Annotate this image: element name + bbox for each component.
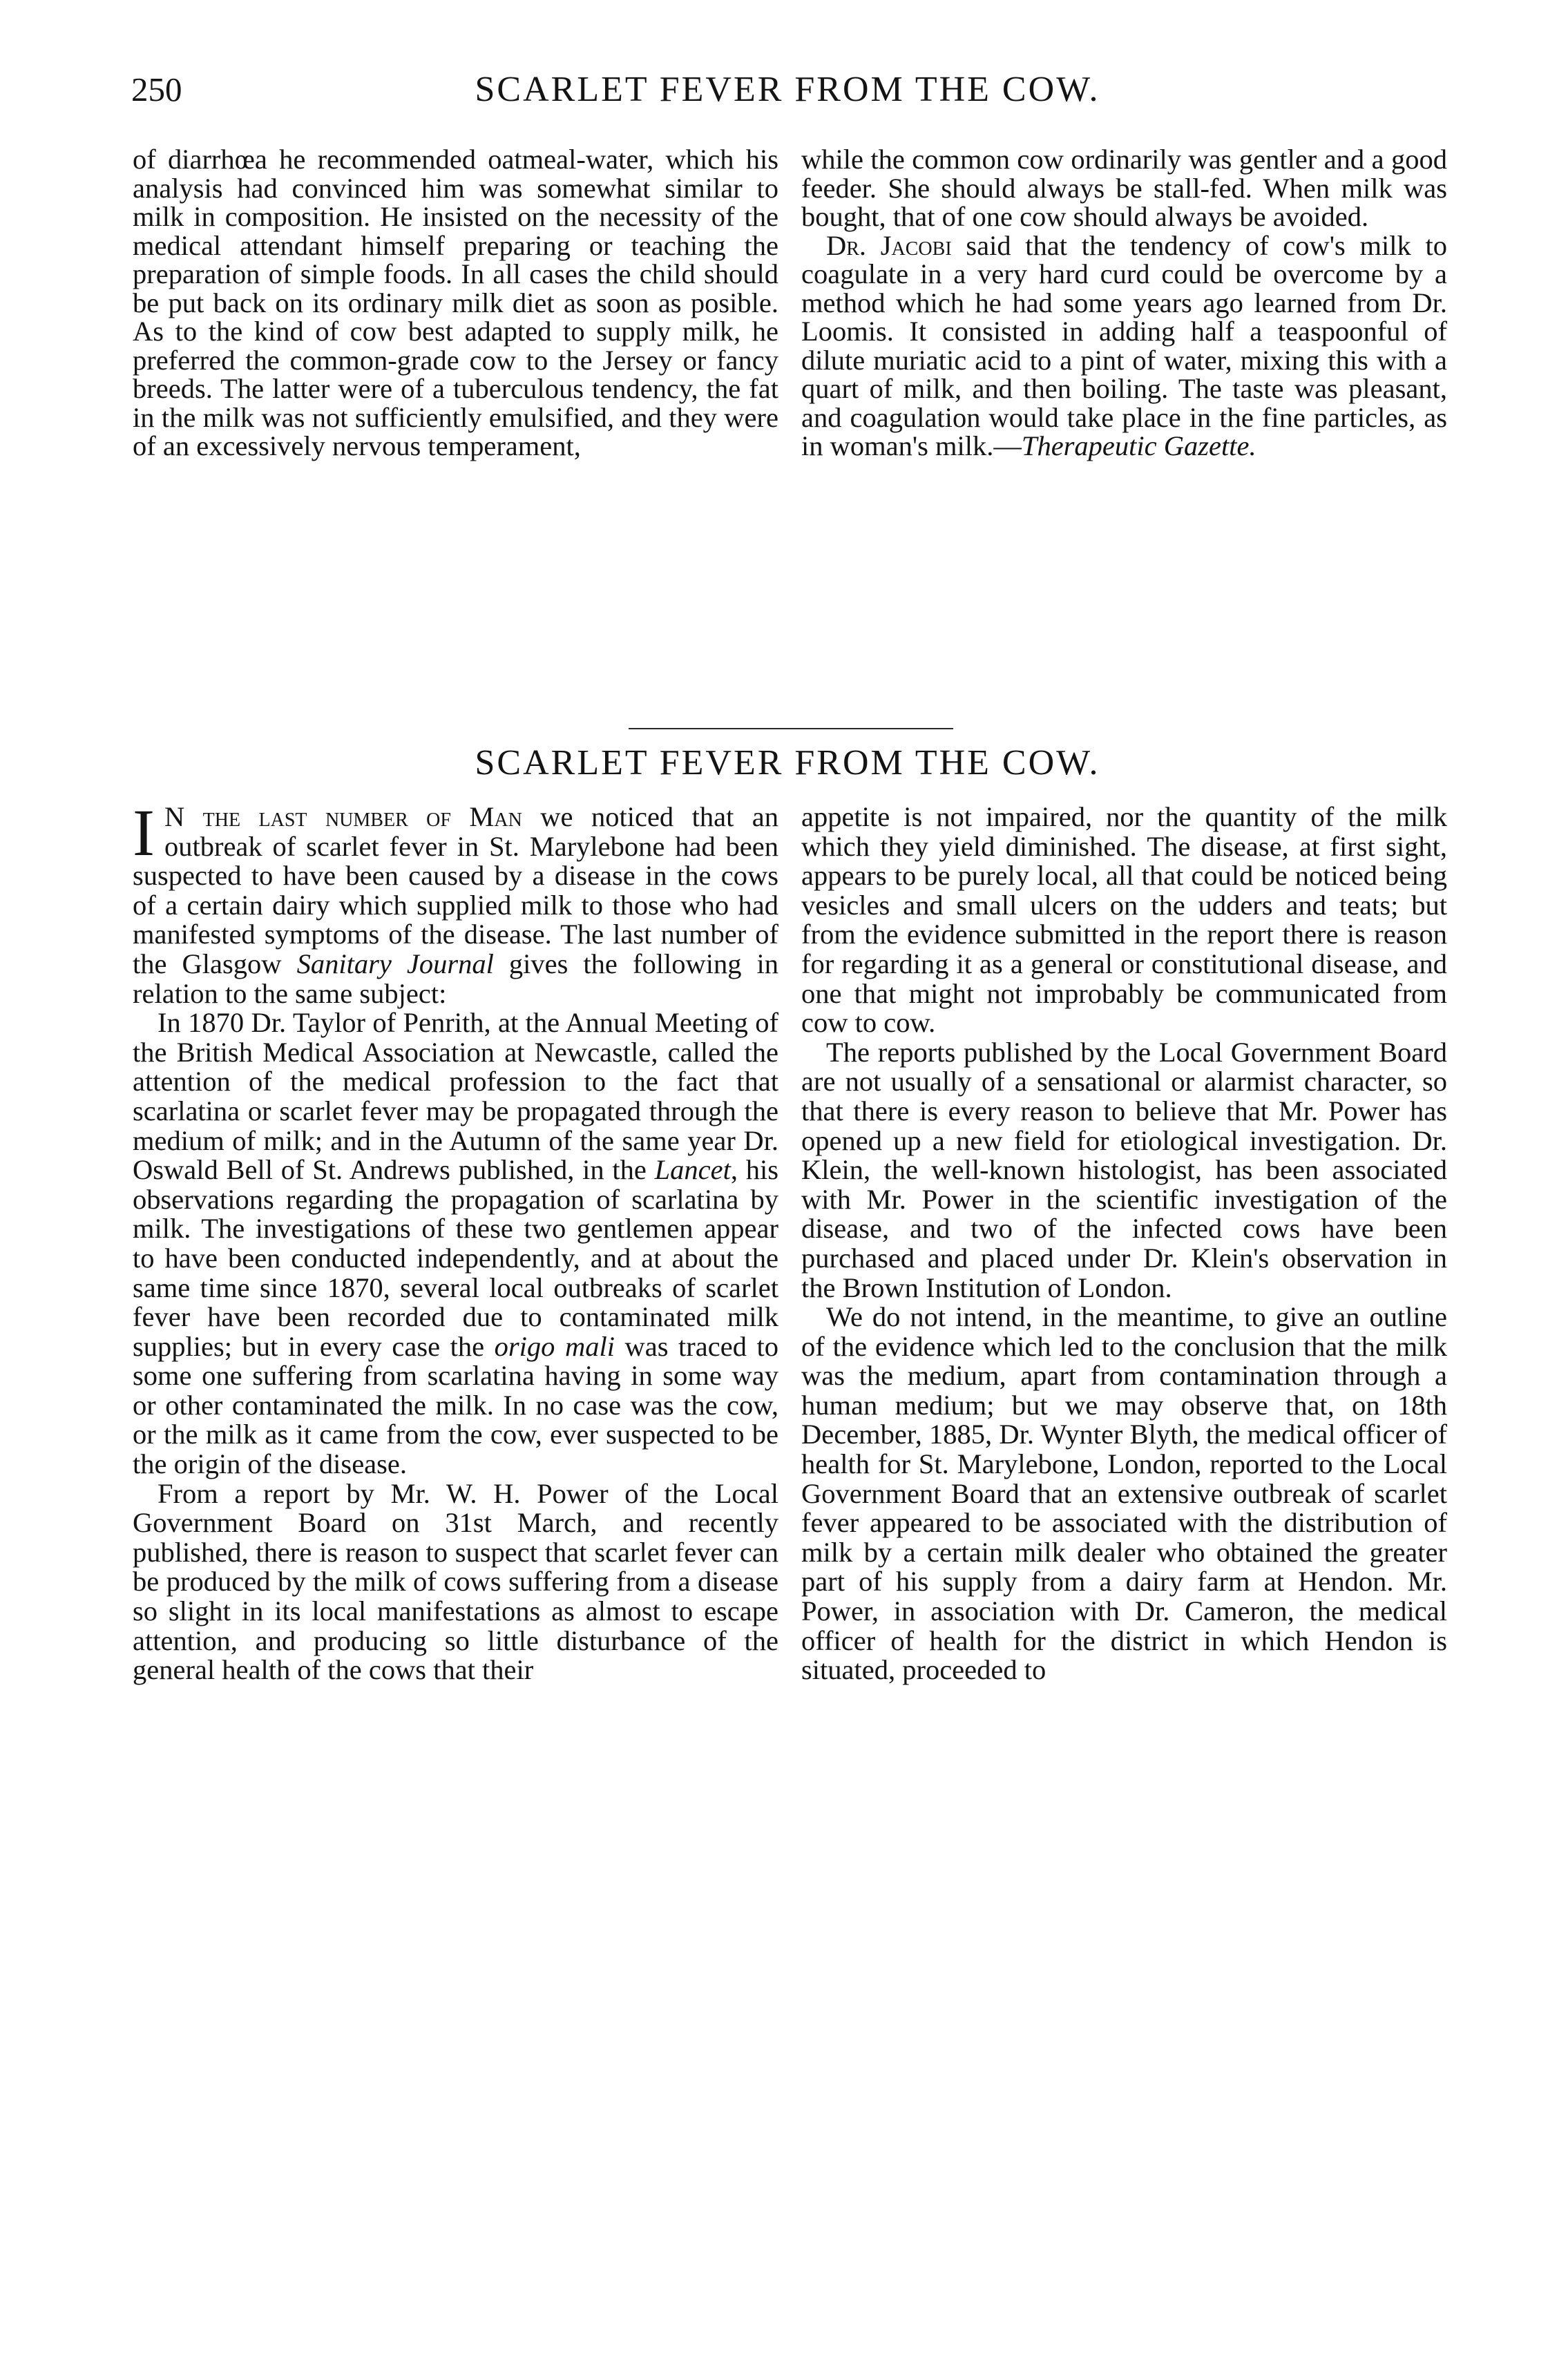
previous-article-left-column (133, 145, 778, 461)
article-title: SCARLET FEVER FROM THE COW. (475, 743, 1100, 783)
previous-article-right-column (801, 145, 1447, 461)
paragraph-text: we noticed that an outbreak of scarlet fever in St. Marylebone had been suspected to have been caused by a disease in the cows of a certain dairy which supplied milk to those who had manifested symptoms of the disease. The last number of the Glasgow (133, 801, 779, 979)
journal-name-man: Man (469, 801, 522, 832)
latin-phrase: origo mali (494, 1330, 615, 1362)
article-paragraph (133, 1008, 778, 1479)
article-paragraph (133, 796, 779, 1009)
article-paragraph: We do not intend, in the meantime, to give an outline of the evidence which led to the conclusion that the milk was the medium, apart from contamination through a human medium; but we may observe that, on 18th December, 1885, Dr. Wynter Blyth, the medical officer of health for St. Marylebone, London, reported to the Local Government Board that an extensive outbreak of scarlet fever appeared to be associated with the distribution of milk by a certain milk dealer who obtained the greater part of his supply from a dairy farm at Hendon. Mr. Power, in association with Dr. Cameron, the medical officer of health for the district in which Hendon is situated, proceeded to (801, 1301, 1447, 1686)
journal-name: Sanitary Journal (296, 948, 494, 979)
paragraph-text: was traced to some one suffering from scarlatina having in some way or other contaminated the milk. In no case was the cow, or the milk as it came from the cow, ever suspected to be the origin of the disease. (133, 1330, 778, 1480)
previous-article-paragraph: of diarrhœa he recommended oatmeal-water, which his analysis had convinced him was somewhat similar to milk in composition. He insisted on the necessity of the medical attendant himself preparing or teaching the preparation of simple foods. In all cases the child should be put back on its ordinary milk diet as soon as posible. As to the kind of cow best adapted to supply milk, he preferred the common-grade cow to the Jersey or fancy breeds. The latter were of a tuberculous tendency, the fat in the milk was not sufficiently emulsified, and they were of an excessively nervous temperament, (133, 144, 778, 461)
previous-article-paragraph (801, 231, 1447, 461)
section-divider (629, 728, 953, 729)
article-paragraph: The reports published by the Local Government Board are not usually of a sensational or alarmist character, so that there is every reason to believe that Mr. Power has opened up a new field for etiological investigation. Dr. Klein, the well-known histologist, has been associated with Mr. Power in the scientific investigation of the disease, and two of the infected cows have been purchased and placed under Dr. Klein's observation in the Brown Institution of London. (801, 1036, 1447, 1303)
source-citation: Therapeutic Gazette. (1021, 430, 1256, 461)
running-head: SCARLET FEVER FROM THE COW. (475, 70, 1100, 109)
paragraph-text: , his observations regarding the propagation of scarlatina by milk. The investigations of these two gentlemen appear to have been conducted independently, and at about the same time since 1870, several local outbreaks of scarlet fever have been recorded due to contaminated milk supplies; but in every case the (133, 1154, 779, 1362)
paragraph-text: N the last number of (164, 801, 470, 832)
paragraph-text: gives the following in relation to the same subject: (133, 948, 778, 1009)
speaker-name: Dr. Jacobi (826, 229, 952, 261)
paragraph-text: said that the tendency of cow's milk to coagulate in a very hard curd could be overcome by a method which he had some years ago learned from Dr. Loomis. It consisted in adding half a teaspoonful of dilute muriatic acid to a pint of water, mixing this with a quart of milk, and then boiling. The taste was pleasant, and coagulation would take place in the fine particles, as in woman's milk.— (801, 229, 1447, 461)
article-paragraph: appetite is not impaired, nor the quantity of the milk which they yield diminished. The disease, at first sight, appears to be purely local, all that could be noticed being vesicles and small ulcers on the udders and teats; but from the evidence submitted in the report there is reason for regarding it as a general or constitutional disease, and one that might not improbably be communicated from cow to cow. (801, 801, 1447, 1039)
journal-name-lancet: Lancet (654, 1154, 731, 1186)
previous-article-paragraph: while the common cow ordinarily was gentler and a good feeder. She should always be stall-fed. When milk was bought, that of one cow should always be avoided. (801, 144, 1447, 232)
article-right-column (801, 803, 1447, 1685)
page-header (131, 62, 1444, 117)
article-left-column (133, 796, 779, 1686)
page-number: 250 (131, 70, 182, 108)
drop-cap: I (133, 796, 155, 870)
article-paragraph: From a report by Mr. W. H. Power of the Local Government Board on 31st March, and recently published, there is reason to suspect that scarlet fever can be produced by the milk of cows suffering from a disease so slight in its local manifestations as almost to escape attention, and producing so little disturbance of the general health of the cows that their (133, 1477, 778, 1686)
paragraph-text: In 1870 Dr. Taylor of Penrith, at the Annual Meeting of the British Medical Association at Newcastle, called the attention of the medical profession to the fact that scarlatina or scarlet fever may be propagated through the medium of milk; and in the Autumn of the same year Dr. Oswald Bell of St. Andrews published, in the (133, 1007, 778, 1186)
